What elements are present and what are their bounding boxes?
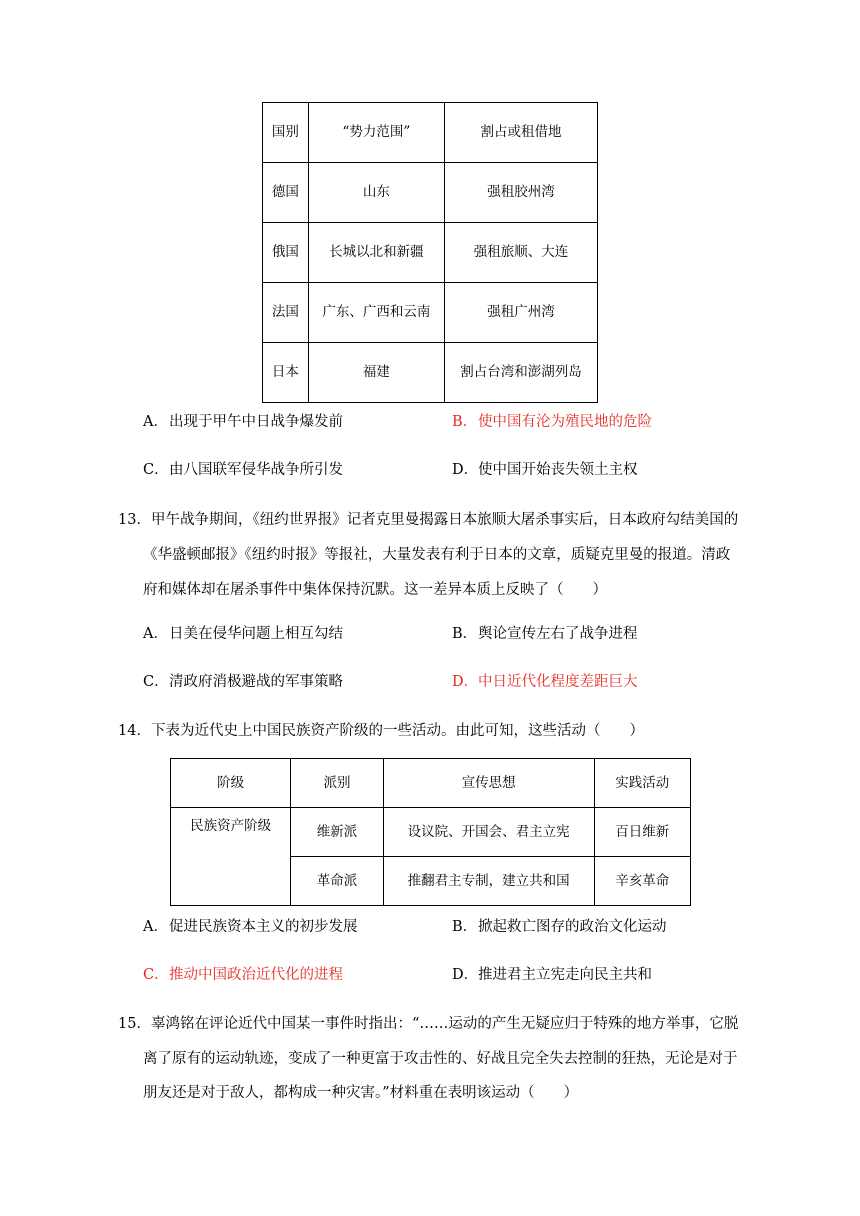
table-row bbox=[263, 343, 598, 403]
table-row bbox=[263, 283, 598, 343]
table-cell: 维新派 bbox=[291, 808, 383, 857]
option-text: 舆论宣传左右了战争进程 bbox=[478, 626, 638, 642]
q14-option-d[interactable] bbox=[452, 963, 652, 984]
table-cell: 福建 bbox=[308, 343, 444, 403]
q13-stem-line-2: 《华盛顿邮报》《纽约时报》等报社，大量发表有利于日本的文章，质疑克里曼的报道。清政 bbox=[143, 547, 731, 563]
table-cell: 广东、广西和云南 bbox=[308, 283, 444, 343]
table-header-cell: 派别 bbox=[291, 759, 383, 808]
table-cell: 强租广州湾 bbox=[444, 283, 597, 343]
table-row bbox=[263, 223, 598, 283]
question-text: 辜鸿铭在评论近代中国某一事件时指出：“……运动的产生无疑应归于特殊的地方举事，它脱 bbox=[150, 1016, 739, 1032]
table-header-cell: 割占或租借地 bbox=[444, 103, 597, 163]
option-text: 推动中国政治近代化的进程 bbox=[169, 967, 343, 983]
option-letter: D． bbox=[452, 674, 479, 690]
option-text: 出现于甲午中日战争爆发前 bbox=[169, 414, 343, 430]
table-header-row bbox=[171, 759, 691, 808]
table-cell: 俄国 bbox=[263, 223, 309, 283]
option-letter: D． bbox=[452, 462, 479, 478]
table-cell: 割占台湾和澎湖列岛 bbox=[444, 343, 597, 403]
q15-stem-line-1 bbox=[118, 1012, 738, 1033]
option-letter: A． bbox=[143, 626, 168, 642]
table-header-cell: 国别 bbox=[263, 103, 309, 163]
table-cell: 长城以北和新疆 bbox=[308, 223, 444, 283]
q14-option-c[interactable] bbox=[143, 963, 343, 984]
option-letter: C． bbox=[143, 967, 169, 983]
question-number: 14． bbox=[118, 723, 151, 739]
option-text: 使中国有沦为殖民地的危险 bbox=[478, 414, 652, 430]
q13-stem-line-3: 府和媒体却在屠杀事件中集体保持沉默。这一差异本质上反映了（ ） bbox=[143, 582, 607, 598]
q14-stem-line bbox=[118, 719, 644, 740]
q13-option-a[interactable] bbox=[143, 622, 343, 643]
q15-stem-line-2: 离了原有的运动轨迹，变成了一种更富于攻击性的、好战且完全失去控制的狂热，无论是对于 bbox=[143, 1051, 738, 1067]
table-cell: 革命派 bbox=[291, 857, 383, 906]
option-letter: C． bbox=[143, 674, 169, 690]
table-row bbox=[263, 163, 598, 223]
option-letter: A． bbox=[143, 414, 168, 430]
q13-option-c[interactable] bbox=[143, 670, 343, 691]
table-row bbox=[171, 808, 691, 857]
question-text: 甲午战争期间，《纽约世界报》记者克里曼揭露日本旅顺大屠杀事实后，日本政府勾结美国的 bbox=[150, 512, 739, 528]
table-cell: 强租旅顺、大连 bbox=[444, 223, 597, 283]
table-cell: 强租胶州湾 bbox=[444, 163, 597, 223]
question-text: 下表为近代史上中国民族资产阶级的一些活动。由此可知，这些活动（ ） bbox=[150, 723, 644, 739]
option-text: 由八国联军侵华战争所引发 bbox=[169, 462, 343, 478]
q15-stem-line-3: 朋友还是对于敌人，都构成一种灾害。”材料重在表明该运动（ ） bbox=[143, 1085, 579, 1101]
option-text: 中日近代化程度差距巨大 bbox=[478, 674, 638, 690]
q12-option-a[interactable] bbox=[143, 410, 343, 431]
q13-stem-line-1 bbox=[118, 508, 738, 529]
question-number: 15． bbox=[118, 1016, 151, 1032]
option-text: 促进民族资本主义的初步发展 bbox=[169, 919, 358, 935]
option-text: 推进君主立宪走向民主共和 bbox=[478, 967, 652, 983]
option-letter: B． bbox=[452, 414, 478, 430]
q12-option-b[interactable] bbox=[452, 410, 652, 431]
table-cell: 辛亥革命 bbox=[594, 857, 690, 906]
table-cell: 设议院、开国会、君主立宪 bbox=[383, 808, 594, 857]
q12-option-d[interactable] bbox=[452, 458, 638, 479]
table-cell: 法国 bbox=[263, 283, 309, 343]
table-header-cell: 宣传思想 bbox=[383, 759, 594, 808]
option-text: 使中国开始丧失领土主权 bbox=[478, 462, 638, 478]
table-header-cell: 阶级 bbox=[171, 759, 291, 808]
bourgeoisie-activities-table bbox=[170, 758, 691, 906]
option-text: 清政府消极避战的军事策略 bbox=[169, 674, 343, 690]
q12-option-c[interactable] bbox=[143, 458, 343, 479]
table-cell: 山东 bbox=[308, 163, 444, 223]
question-number: 13． bbox=[118, 512, 151, 528]
table-header-row bbox=[263, 103, 598, 163]
q13-option-d[interactable] bbox=[452, 670, 638, 691]
table-header-cell: “势力范围” bbox=[308, 103, 444, 163]
q13-option-b[interactable] bbox=[452, 622, 638, 643]
q14-option-a[interactable] bbox=[143, 915, 358, 936]
option-letter: A． bbox=[143, 919, 168, 935]
option-letter: B． bbox=[452, 626, 478, 642]
q14-option-b[interactable] bbox=[452, 915, 667, 936]
option-text: 日美在侵华问题上相互勾结 bbox=[169, 626, 343, 642]
spheres-of-influence-table bbox=[262, 102, 598, 403]
table-cell: 德国 bbox=[263, 163, 309, 223]
table-cell: 百日维新 bbox=[594, 808, 690, 857]
option-text: 掀起救亡图存的政治文化运动 bbox=[478, 919, 667, 935]
option-letter: B． bbox=[452, 919, 478, 935]
table-cell-class: 民族资产阶级 bbox=[171, 808, 291, 906]
option-letter: C． bbox=[143, 462, 169, 478]
option-letter: D． bbox=[452, 967, 479, 983]
table-cell: 日本 bbox=[263, 343, 309, 403]
table-header-cell: 实践活动 bbox=[594, 759, 690, 808]
table-cell: 推翻君主专制，建立共和国 bbox=[383, 857, 594, 906]
